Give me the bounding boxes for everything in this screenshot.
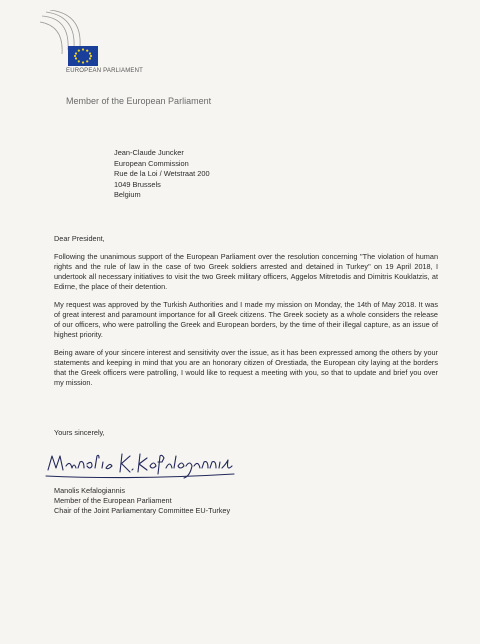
- signature-block: [54, 486, 230, 516]
- recipient-line: Belgium: [114, 190, 141, 199]
- european-parliament-logo: [40, 10, 132, 76]
- recipient-line: 1049 Brussels: [114, 179, 161, 189]
- body-paragraph: Being aware of your sincere interest and sensitivity over the issue, as it has been expressed among the others by your statements and keeping in mind that you are an honorary citizen of Orestiada, the European city laying at the borders that the Greek officers were patrolling, I would like to request a meeting with you, so that to update and brief you over my mission.: [54, 348, 438, 387]
- body-paragraph: My request was approved by the Turkish Authorities and I made my mission on Monday, the 14th of May 2018. It was of great interest and paramount importance for all Greek citizens. The Greek society as a whole considers the release of our officers, who were patrolling the Greek and European borders, by the time of their illegal capture, as an issue of highest priority.: [54, 300, 438, 339]
- handwritten-signature: [44, 446, 254, 482]
- signatory-name: Manolis Kefalogiannis: [54, 486, 125, 495]
- closing: Yours sincerely,: [54, 428, 105, 437]
- recipient-address: [114, 148, 210, 201]
- logo-caption: EUROPEAN PARLIAMENT: [66, 68, 144, 74]
- letterhead-title: Member of the European Parliament: [66, 96, 212, 106]
- recipient-line: Jean-Claude Juncker: [114, 148, 184, 157]
- recipient-line: European Commission: [114, 158, 189, 168]
- signatory-role: Member of the European Parliament: [54, 496, 172, 505]
- letter-body: [54, 234, 438, 396]
- salutation: Dear President,: [54, 234, 105, 243]
- body-paragraph: Following the unanimous support of the European Parliament over the resolution concerning "The violation of human rights and the rule of law in the case of two Greek soldiers arrested and detained in Turkey" on 19 April 2018, I undertook all necessary initiatives to visit the two Greek military officers, Aggelos Mitretodis and Dimitris Kouklatzis, at Edirne, the place of their detention.: [54, 252, 438, 291]
- signatory-committee: Chair of the Joint Parliamentary Committee EU-Turkey: [54, 506, 231, 515]
- recipient-line: Rue de la Loi / Wetstraat 200: [114, 169, 210, 178]
